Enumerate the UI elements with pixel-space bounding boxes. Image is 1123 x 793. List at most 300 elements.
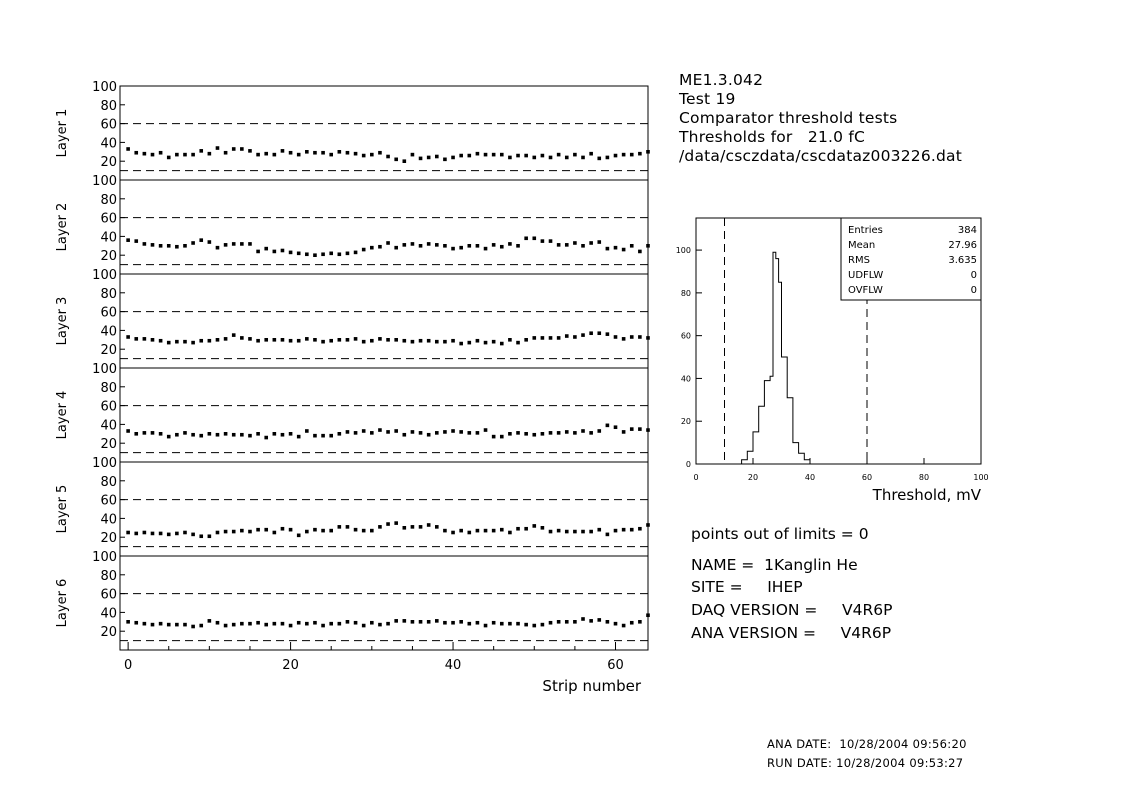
strip-point [524,527,528,531]
strip-point [240,529,244,533]
strip-point [500,342,504,346]
strip-point [606,247,610,251]
strip-point [362,248,366,252]
panel-frame [120,180,648,274]
strip-point [224,530,228,534]
hist-x-tick-label: 60 [861,473,873,482]
y-tick-label: 100 [92,174,117,189]
strip-point [581,333,585,337]
strip-point [191,153,195,157]
strip-point [443,158,447,162]
strip-point [589,431,593,435]
y-tick-label: 40 [100,324,117,340]
strip-point [321,340,325,344]
strip-point [532,524,536,528]
strip-point [289,528,293,532]
strip-point [134,239,138,243]
strip-point [346,430,350,434]
strip-point [273,338,277,342]
strip-point [427,339,431,343]
strip-point [589,530,593,534]
strip-point [589,619,593,623]
ana-date: ANA DATE: 10/28/2004 09:56:20 [767,737,967,751]
strip-point [159,532,163,536]
strip-point [378,525,382,529]
strip-point [378,428,382,432]
layer-panel [55,174,650,274]
strip-point [289,624,293,628]
hist-x-tick-label: 80 [918,473,930,482]
strip-point [646,244,650,248]
layer-label: Layer 5 [55,484,70,534]
strip-point [541,336,545,340]
strip-point [557,529,561,533]
y-tick-label: 20 [100,249,117,265]
strip-point [151,623,155,627]
strip-point [126,620,130,624]
strip-point [370,529,374,533]
strip-point [630,335,634,339]
strip-point [264,528,268,532]
stats-label: OVFLW [848,285,883,296]
strip-point [476,152,480,156]
strip-point [354,621,358,625]
layer-label: Layer 6 [55,578,70,628]
strip-point [467,431,471,435]
y-tick-label: 40 [100,606,117,622]
strip-point [378,337,382,341]
strip-point [614,246,618,250]
strip-point [134,337,138,341]
strip-point [362,429,366,433]
layer-label: Layer 1 [55,108,70,158]
strip-point [305,252,309,256]
data-file-path: /data/csczdata/cscdataz003226.dat [679,147,963,165]
strip-point [159,339,163,343]
strip-point [419,525,423,529]
y-tick-label: 40 [100,136,117,152]
strip-point [484,624,488,628]
strip-point [435,243,439,247]
strip-point [508,531,512,535]
strip-point [557,620,561,624]
strip-point [321,529,325,533]
strip-point [370,621,374,625]
strip-point [532,624,536,628]
strip-point [151,153,155,157]
hist-y-tick-label: 100 [675,246,691,256]
strip-point [313,253,317,257]
strip-point [338,432,342,436]
strip-point [581,617,585,621]
strip-point [143,531,147,535]
strip-point [638,152,642,156]
strip-point [224,337,228,341]
strip-point [532,336,536,340]
strip-point [313,338,317,342]
strip-point [297,534,301,538]
strip-point [443,621,447,625]
strip-point [191,241,195,245]
strip-point [167,533,171,537]
strip-point [476,339,480,343]
strip-point [492,243,496,247]
strip-point [581,530,585,534]
strip-point [183,531,187,535]
panel-frame [120,462,648,556]
site-name: SITE = IHEP [691,578,803,596]
stats-value: 0 [970,285,977,296]
strip-point [126,531,130,535]
strip-point [281,433,285,437]
strip-point [606,424,610,428]
strip-point [248,242,252,246]
strip-point [175,153,179,157]
strip-point [167,156,171,160]
strip-point [476,431,480,435]
strip-point [329,434,333,438]
strip-point [443,340,447,344]
strip-point [411,430,415,434]
strip-point [484,529,488,533]
strip-point [630,621,634,625]
strip-point [500,245,504,249]
strip-point [175,623,179,627]
strip-point [459,246,463,250]
strip-point [321,151,325,155]
strip-point [508,156,512,160]
strip-point [541,239,545,243]
strip-point [159,244,163,248]
threshold-histogram [676,218,989,504]
y-tick-label: 100 [92,268,117,283]
y-tick-label: 20 [100,437,117,453]
hist-x-tick-label: 0 [693,473,699,482]
strip-point [403,433,407,437]
strip-point [451,531,455,535]
x-axis-title: Strip number [542,677,641,695]
y-tick-label: 60 [100,587,117,603]
hist-x-axis-title: Threshold, mV [872,486,981,504]
strip-point [630,244,634,248]
strip-point [394,429,398,433]
strip-point [451,621,455,625]
strip-point [419,339,423,343]
strip-point [443,529,447,533]
strip-point [297,339,301,343]
strip-point [565,620,569,624]
strip-point [216,146,220,150]
y-tick-label: 60 [100,211,117,227]
strip-point [143,337,147,341]
strip-point [346,525,350,529]
strip-point [541,432,545,436]
strip-point [435,340,439,344]
hist-x-tick-label: 20 [747,473,759,482]
x-tick-label: 40 [444,658,462,673]
strip-point [216,338,220,342]
strip-point [289,432,293,436]
strip-point [191,341,195,345]
strip-point [597,157,601,161]
strip-point [232,530,236,534]
strip-point [354,337,358,341]
strip-point [411,525,415,529]
strip-point [467,622,471,626]
strip-point [305,530,309,534]
strip-point [500,435,504,439]
strip-point [134,532,138,536]
strip-point [386,241,390,245]
strip-point [273,531,277,535]
strip-point [329,252,333,256]
strip-point [362,624,366,628]
strip-point [370,339,374,343]
strip-point [305,429,309,433]
strip-point [427,523,431,527]
strip-point [394,338,398,342]
y-tick-label: 80 [100,192,117,208]
strip-point [175,245,179,249]
strip-point [273,622,277,626]
strip-point [126,238,130,242]
strip-point [378,151,382,155]
strip-point [403,526,407,530]
strip-point [484,247,488,251]
strip-point [273,432,277,436]
strip-point [549,156,553,160]
strip-point [175,532,179,536]
strip-point [541,526,545,530]
strip-point [208,534,212,538]
histogram-bars [742,252,813,464]
panel-frame [120,86,648,180]
strip-point [614,529,618,533]
strip-point [313,528,317,532]
strip-point [354,431,358,435]
strip-point [191,533,195,537]
strip-point [549,239,553,243]
strip-point [208,152,212,156]
y-tick-label: 20 [100,343,117,359]
strip-point [273,153,277,157]
strip-point [346,252,350,256]
y-tick-label: 40 [100,418,117,434]
chamber-id: ME1.3.042 [679,71,764,89]
strip-point [492,153,496,157]
y-tick-label: 100 [92,80,117,95]
strip-point [183,623,187,627]
hist-y-tick-label: 0 [685,460,691,469]
strip-point [484,428,488,432]
strip-point [151,338,155,342]
strip-point [516,244,520,248]
stats-label: UDFLW [848,270,884,281]
y-tick-label: 100 [92,550,117,565]
strip-point [549,621,553,625]
strip-point [459,342,463,346]
strip-point [329,529,333,533]
strip-point [403,159,407,163]
strip-point [297,435,301,439]
strip-point [151,431,155,435]
strip-point [175,433,179,437]
strip-point [313,151,317,155]
strip-point [378,623,382,627]
strip-point [573,335,577,339]
strip-point [630,153,634,157]
strip-point [638,250,642,254]
strip-point [289,251,293,255]
y-tick-label: 80 [100,286,117,302]
strip-point [573,241,577,245]
strip-point [492,529,496,533]
stats-label: RMS [848,255,870,266]
strip-point [459,529,463,533]
strip-point [427,242,431,246]
strip-point [614,425,618,429]
strip-point [622,153,626,157]
strip-point [419,244,423,248]
strip-point [403,339,407,343]
layer-label: Layer 2 [55,202,70,252]
strip-point [248,337,252,341]
strip-point [297,252,301,256]
strip-point [183,340,187,344]
strip-point [484,341,488,345]
strip-point [199,534,203,538]
strip-point [281,622,285,626]
strip-point [467,244,471,248]
strip-point [606,332,610,336]
strip-point [248,149,252,153]
strip-point [565,334,569,338]
strip-point [143,622,147,626]
strip-point [532,433,536,437]
strip-point [427,620,431,624]
strip-point [508,242,512,246]
strip-point [394,619,398,623]
strip-point [606,620,610,624]
y-tick-label: 20 [100,155,117,171]
strip-point [443,430,447,434]
strip-point [638,527,642,531]
strip-point [370,431,374,435]
strip-point [224,624,228,628]
stats-label: Mean [848,240,876,251]
strip-point [541,623,545,627]
strip-point [143,431,147,435]
strip-point [264,623,268,627]
y-tick-label: 80 [100,568,117,584]
strip-point [232,333,236,337]
layer-panel [55,456,650,556]
strip-point [638,427,642,431]
stats-value: 0 [970,270,977,281]
strip-point [183,153,187,157]
strip-point [622,528,626,532]
strip-point [191,433,195,437]
strip-point [476,244,480,248]
strip-point [459,154,463,158]
strip-point [386,338,390,342]
strip-point [508,622,512,626]
strip-point [467,341,471,345]
strip-point [467,531,471,535]
hist-x-tick-label: 100 [973,473,989,482]
strip-point [435,525,439,529]
daq-version: DAQ VERSION = V4R6P [691,601,893,619]
y-tick-label: 100 [92,456,117,471]
strip-point [126,429,130,433]
strip-point [638,620,642,624]
strip-point [467,154,471,158]
strip-point [264,152,268,156]
layer-panel [55,268,650,368]
strip-point [313,434,317,438]
strip-point [581,244,585,248]
strip-point [329,153,333,157]
strip-point [435,619,439,623]
strip-point [281,338,285,342]
strip-point [557,336,561,340]
strip-point [419,431,423,435]
strip-point [216,621,220,625]
strip-point [232,433,236,437]
strip-point [516,622,520,626]
strip-point [354,528,358,532]
strip-point [614,335,618,339]
ana-version: ANA VERSION = V4R6P [691,624,892,642]
panel-frame [120,556,648,650]
y-tick-label: 60 [100,305,117,321]
strip-point [630,427,634,431]
hist-y-tick-label: 60 [680,331,691,341]
strip-point [500,153,504,157]
strip-point [199,149,203,153]
strip-point [557,431,561,435]
strip-point [565,430,569,434]
strip-point [622,248,626,252]
strip-point [264,247,268,251]
strip-point [386,522,390,526]
strip-point [492,435,496,439]
layer-label: Layer 4 [55,390,70,440]
strip-point [281,249,285,253]
strip-point [305,622,309,626]
strip-point [362,529,366,533]
strip-point [419,157,423,161]
strip-point [159,151,163,155]
strip-point [606,533,610,537]
strip-point [606,156,610,160]
strip-point [597,528,601,532]
strip-point [167,244,171,248]
strip-point [638,335,642,339]
strip-point [394,246,398,250]
strip-point [321,434,325,438]
strip-point [451,247,455,251]
strip-point [630,528,634,532]
strip-point [557,243,561,247]
strip-point [134,432,138,436]
strip-point [532,236,536,240]
strip-point [403,243,407,247]
strip-point [240,622,244,626]
layer-panel [55,80,650,180]
strip-point [167,341,171,345]
y-tick-label: 20 [100,531,117,547]
